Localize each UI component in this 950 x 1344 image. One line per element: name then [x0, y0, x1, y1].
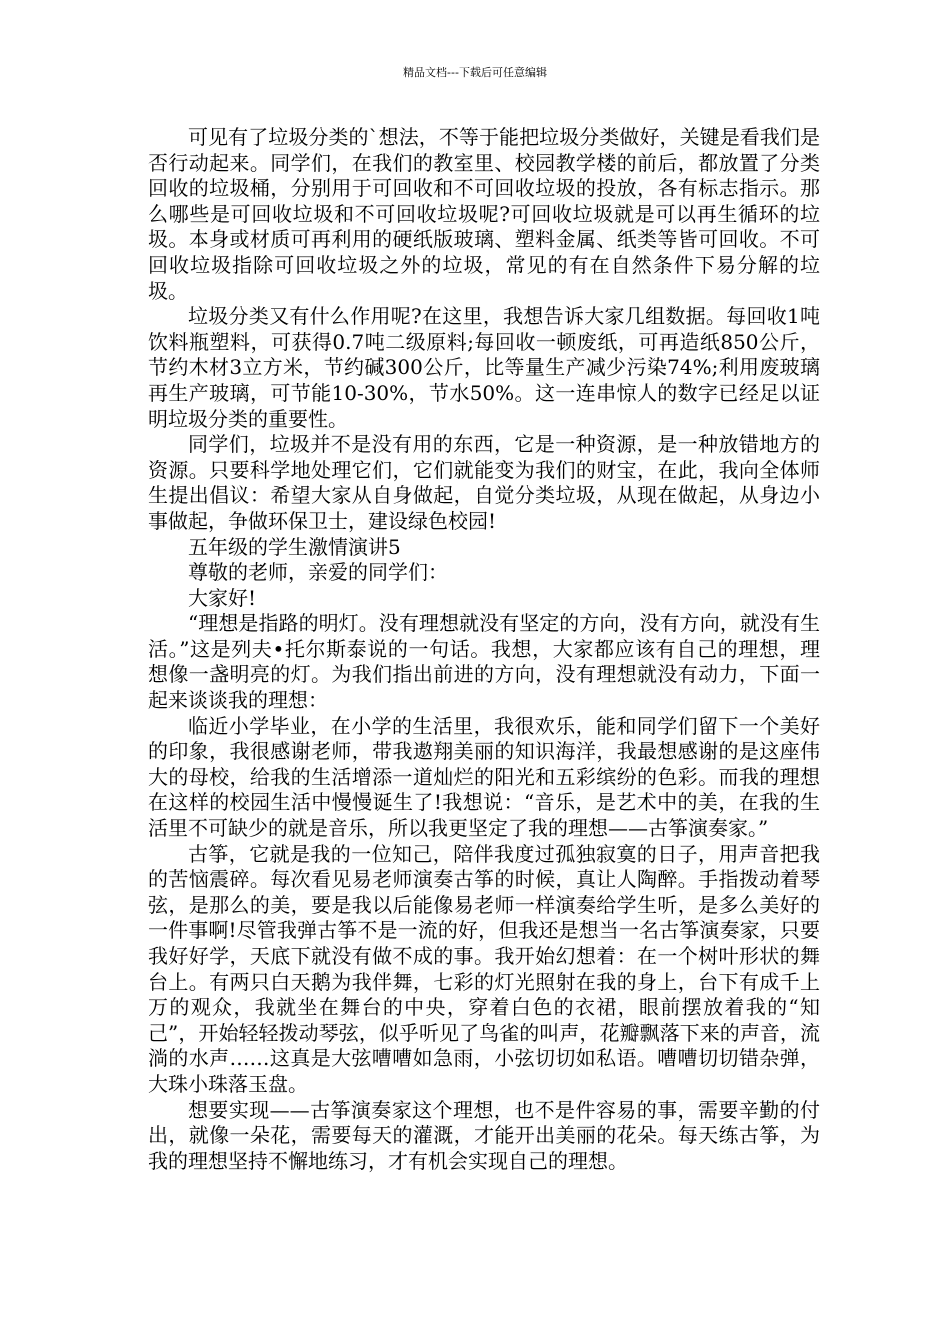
paragraph-ideal-quote: “理想是指路的明灯。没有理想就没有坚定的方向，没有方向，就没有生活。”这是列夫•托尔斯泰说的一句话。我想，大家都应该有自己的理想，理想像一盏明亮的灯。为我们指出前进的方向，没有理想就没有动力，下面一起来谈谈我的理想： [148, 611, 820, 713]
paragraph-garbage-proposal: 同学们，垃圾并不是没有用的东西，它是一种资源，是一种放错地方的资源。只要科学地处理它们，它们就能变为我们的财宝，在此，我向全体师生提出倡议：希望大家从自身做起，自觉分类垃圾，从现在做起，从身边小事做起，争做环保卫士，建设绿色校园! [148, 432, 820, 533]
paragraph-graduation: 临近小学毕业，在小学的生活里，我很欢乐，能和同学们留下一个美好的印象，我很感谢老师，带我遨翔美丽的知识海洋，我最想感谢的是这座伟大的母校，给我的生活增添一道灿烂的阳光和五彩缤纷的色彩。而我的理想在这样的校园生活中慢慢诞生了!我想说：“音乐，是艺术中的美，在我的生活里不可缺少的就是音乐，所以我更坚定了我的理想——古筝演奏家。” [148, 713, 820, 841]
paragraph-realize-ideal: 想要实现——古筝演奏家这个理想，也不是件容易的事，需要辛勤的付出，就像一朵花，需要每天的灌溉，才能开出美丽的花朵。每天练古筝，为我的理想坚持不懈地练习，才有机会实现自己的理想。 [148, 1097, 820, 1173]
speech-title: 五年级的学生激情演讲5 [188, 534, 401, 559]
document-body [148, 125, 820, 1174]
page-header: 精品文档---下载后可任意编辑 [403, 66, 547, 79]
paragraph-garbage-sorting-data: 垃圾分类又有什么作用呢?在这里，我想告诉大家几组数据。每回收1吨饮料瓶塑料，可获得0.7吨二级原料;每回收一顿废纸，可再造纸850公斤，节约木材3立方米，节约碱300公斤，比等量生产减少污染74%;利用废玻璃再生产玻璃，可节能10-30%，节水50%。这一连串惊人的数字已经足以证明垃圾分类的重要性。 [148, 304, 820, 431]
paragraph-garbage-sorting-action: 可见有了垃圾分类的`想法，不等于能把垃圾分类做好，关键是看我们是否行动起来。同学们，在我们的教室里、校园教学楼的前后，都放置了分类回收的垃圾桶，分别用于可回收和不可回收垃圾的投放，各有标志指示。那么哪些是可回收垃圾和不可回收垃圾呢?可回收垃圾就是可以再生循环的垃圾。本身或材质可再利用的硬纸版玻璃、塑料金属、纸类等皆可回收。不可回收垃圾指除可回收垃圾之外的垃圾，常见的有在自然条件下易分解的垃圾。 [148, 125, 820, 303]
speech-greeting: 大家好! [188, 585, 257, 610]
paragraph-guzheng: 古筝，它就是我的一位知己，陪伴我度过孤独寂寞的日子，用声音把我的苦恼震碎。每次看见易老师演奏古筝的时候，真让人陶醉。手指拨动着琴弦，是那么的美，要是我以后能像易老师一样演奏给学生听，是多么美好的一件事啊!尽管我弹古筝不是一流的好，但我还是想当一名古筝演奏家，只要我好好学，天底下就没有做不成的事。我开始幻想着：在一个树叶形状的舞台上。有两只白天鹅为我伴舞，七彩的灯光照射在我的身上，台下有成千上万的观众，我就坐在舞台的中央，穿着白色的衣裙，眼前摆放着我的“知己”，开始轻轻拨动琴弦，似乎听见了鸟雀的叫声，花瓣飘落下来的声音，流淌的水声……这真是大弦嘈嘈如急雨，小弦切切如私语。嘈嘈切切错杂弹，大珠小珠落玉盘。 [148, 841, 820, 1096]
speech-salutation: 尊敬的老师，亲爱的同学们： [188, 560, 448, 585]
